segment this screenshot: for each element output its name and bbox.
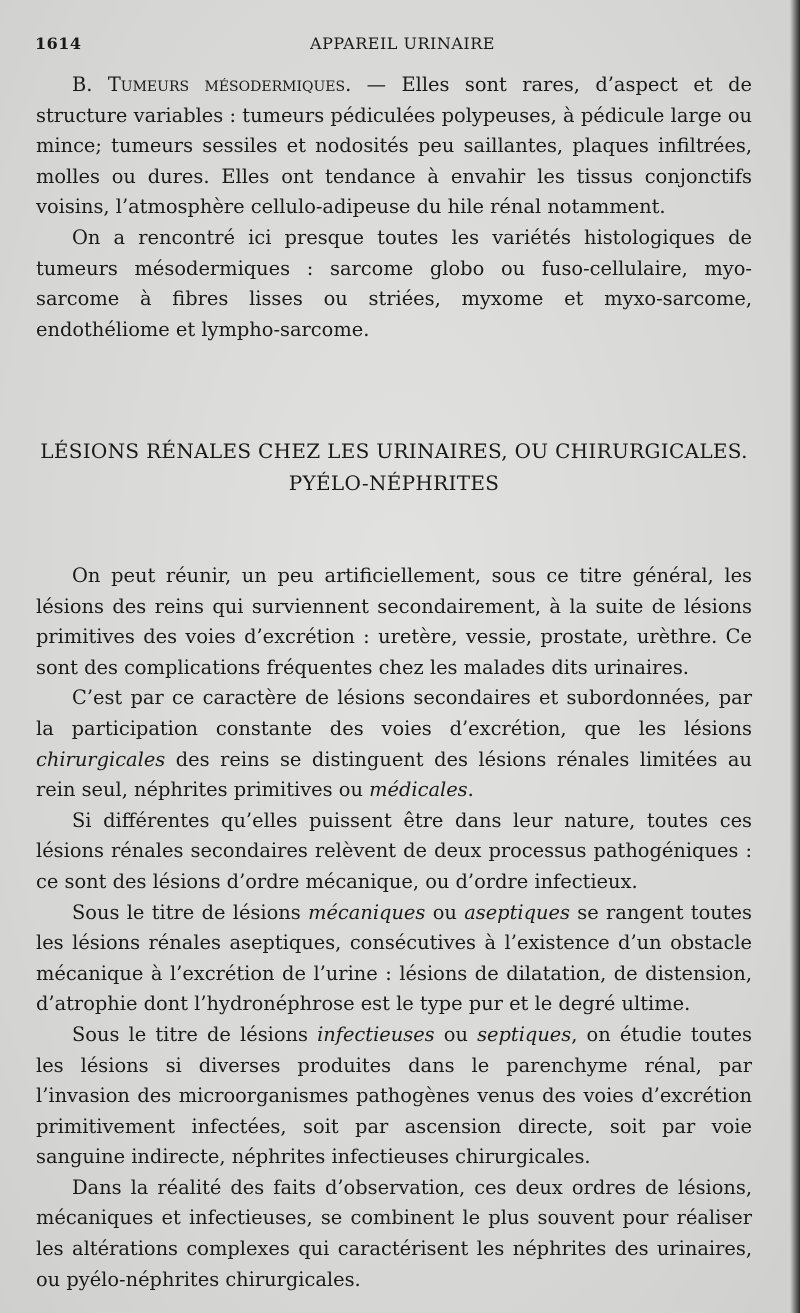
chapter-paragraph-4-text-c: se rangent toutes les lésions rénales aseptiques, consécutives à l’existence d’un obstacle mécanique à l’excrétion de l’urine : lésions de dilatation, de distension, d’atrophie dont l’hydronéphrose est le type pur et le degré ultime. — [36, 900, 752, 1016]
chapter-paragraph-5-text-c: , on étudie toutes les lésions si diverses produites dans le parenchyme rénal, par l’invasion des microorganismes pathogènes venus des voies d’excrétion primitivement infectées, soit par ascension directe, soit par voie sanguine indirecte, néphrites infectieuses chirurgicales. — [36, 1022, 752, 1169]
chapter-paragraph-2 — [36, 683, 752, 805]
emphasis-septiques: septiques — [477, 1022, 572, 1046]
emphasis-aseptiques: aseptiques — [464, 900, 570, 924]
running-title: APPAREIL URINAIRE — [310, 34, 495, 53]
page-number: 1614 — [35, 34, 82, 53]
section-b-paragraph-1 — [36, 70, 752, 223]
page-edge-shadow — [790, 0, 800, 1313]
chapter-paragraph-3: Si différentes qu’elles puissent être dans leur nature, toutes ces lésions rénales secondaires relèvent de deux processus pathogéniques : ce sont des lésions d’ordre mécanique, ou d’ordre infectieux. — [36, 808, 752, 893]
section-b-label: B. — [72, 73, 93, 96]
chapter-paragraph-5 — [36, 1020, 752, 1173]
chapter-paragraph-4-text-b: ou — [425, 900, 465, 924]
section-b-text — [36, 70, 752, 345]
chapter-title-line-2: PYÉLO-NÉPHRITES — [288, 471, 500, 495]
running-header — [35, 34, 770, 58]
chapter-paragraph-5-text-a: Sous le titre de lésions — [72, 1022, 318, 1046]
chapter-text — [36, 561, 752, 1295]
emphasis-mecaniques: mécaniques — [308, 900, 426, 924]
emphasis-chirurgicales: chirurgicales — [36, 747, 166, 771]
chapter-title — [36, 435, 752, 499]
chapter-paragraph-4 — [36, 898, 752, 1020]
section-b-paragraph-2: On a rencontré ici presque toutes les variétés histologiques de tumeurs mésodermiques : sarcome globo ou fuso-cellulaire, myo-sarcome à fibres lisses ou striées, myxome et myxo-sarcome, endothéliome et lympho-sarcome. — [36, 225, 752, 341]
emphasis-infectieuses: infectieuses — [317, 1022, 435, 1046]
chapter-paragraph-5-text-b: ou — [434, 1022, 478, 1046]
section-b-paragraph-1-text: — Elles sont rares, d’aspect et de structure variables : tumeurs pédiculées polypeuses, à pédicule large ou mince; tumeurs sessiles et nodosités peu saillantes, plaques infiltrées, molles ou dures. Elles ont tendance à envahir les tissus conjonctifs voisins, l’atmosphère cellulo-adipeuse du hile rénal notamment. — [36, 73, 752, 219]
chapter-paragraph-4-text-a: Sous le titre de lésions — [72, 900, 309, 924]
section-b-title: Tumeurs mésodermiques. — [107, 73, 352, 96]
chapter-paragraph-2-text-c: . — [467, 778, 474, 802]
chapter-paragraph-1: On peut réunir, un peu artificiellement, sous ce titre général, les lésions des reins qui surviennent secondairement, à la suite de lésions primitives des voies d’excrétion : uretère, vessie, prostate, urèthre. Ce sont des complications fréquentes chez les malades dits urinaires. — [36, 564, 752, 679]
chapter-paragraph-6: Dans la réalité des faits d’observation, ces deux ordres de lésions, mécaniques et infectieuses, se combinent le plus souvent pour réaliser les altérations complexes qui caractérisent les néphrites des urinaires, ou pyélo-néphrites chirurgicales. — [36, 1175, 752, 1291]
emphasis-medicales: médicales — [369, 778, 468, 802]
chapter-paragraph-2-text-b: des reins se distinguent des lésions rénales limitées au rein seul, néphrites primitives ou — [36, 747, 752, 802]
chapter-paragraph-2-text-a: C’est par ce caractère de lésions secondaires et subordonnées, par la participation constante des voies d’excrétion, que les lésions — [36, 686, 752, 740]
chapter-title-line-1: LÉSIONS RÉNALES CHEZ LES URINAIRES, OU CHIRURGICALES. — [40, 439, 748, 463]
